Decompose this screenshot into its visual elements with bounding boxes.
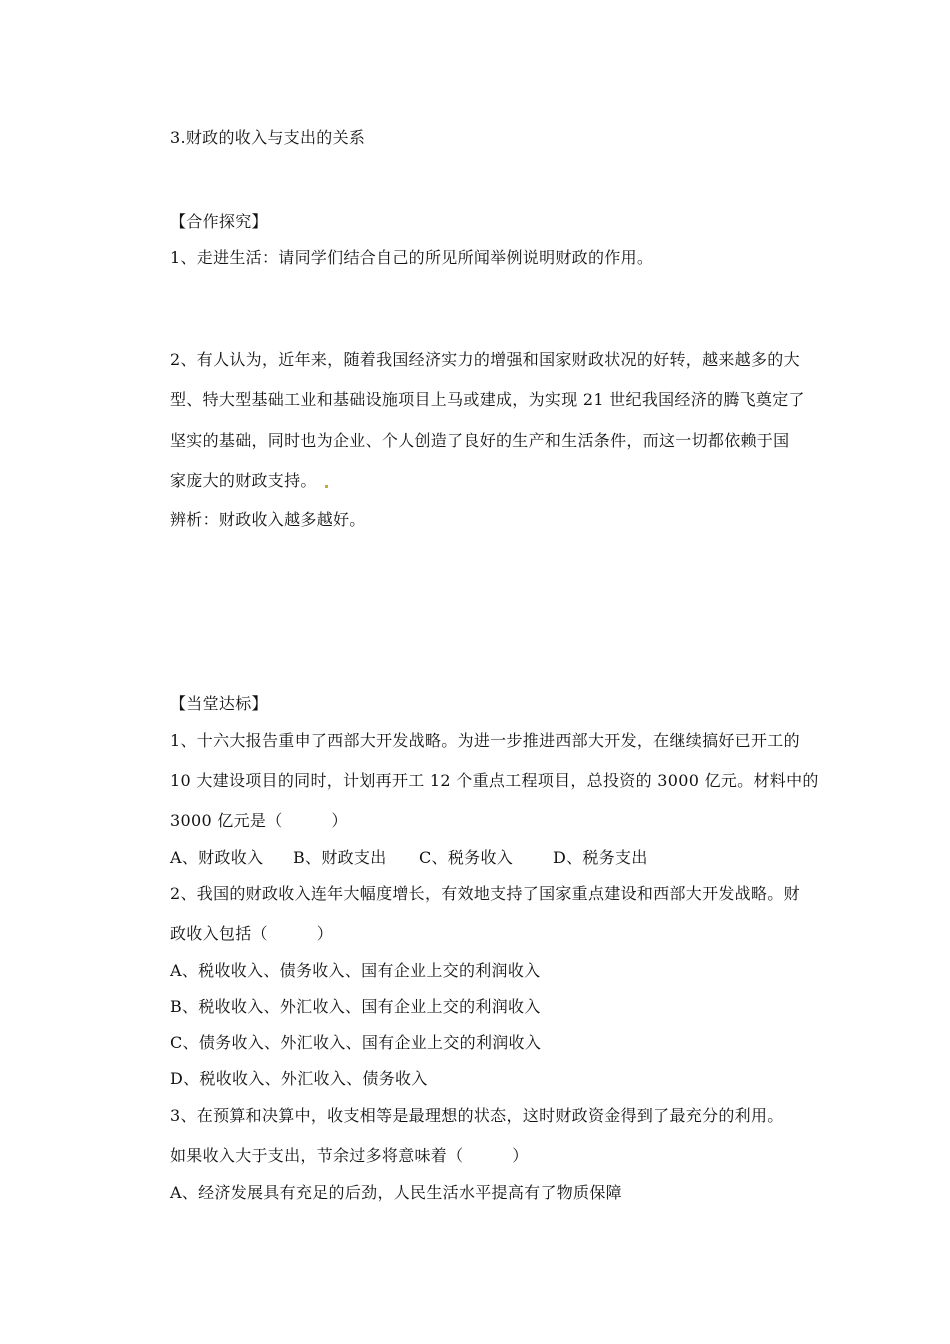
cooperation-question-2-prompt: 辨析：财政收入越多越好。 (170, 510, 366, 529)
ink-dot (325, 485, 328, 488)
test-question-1-options (170, 848, 648, 868)
cooperation-heading: 【合作探究】 (170, 212, 268, 231)
class-test-heading: 【当堂达标】 (170, 694, 268, 713)
test-question-2-option: C、债务收入、外汇收入、国有企业上交的利润收入 (170, 1033, 542, 1052)
test-question-2-option: A、税收收入、债务收入、国有企业上交的利润收入 (170, 961, 541, 980)
cooperation-question-2-line (170, 471, 328, 491)
test-question-3-line: 3、在预算和决算中，收支相等是最理想的状态，这时财政资金得到了最充分的利用。 (170, 1106, 784, 1125)
test-question-2-line: 2、我国的财政收入连年大幅度增长，有效地支持了国家重点建设和西部大开发战略。财 (170, 884, 800, 903)
cooperation-question-2-line: 型、特大型基础工业和基础设施项目上马或建成，为实现 21 世纪我国经济的腾飞奠定了 (170, 390, 805, 409)
option-a: A、财政收入 (170, 848, 264, 867)
test-question-2-option: B、税收收入、外汇收入、国有企业上交的利润收入 (170, 997, 541, 1016)
test-question-1-line: 3000 亿元是（ ） (170, 811, 348, 830)
test-question-1-line: 10 大建设项目的同时，计划再开工 12 个重点工程项目，总投资的 3000 亿元。材料中的 (170, 771, 819, 790)
test-question-2-line: 政收入包括（ ） (170, 924, 334, 943)
q2-last-line-text: 家庞大的财政支持。 (170, 471, 317, 490)
cooperation-question-1: 1、走进生活：请同学们结合自己的所见所闻举例说明财政的作用。 (170, 248, 654, 267)
section-title: 3.财政的收入与支出的关系 (170, 128, 366, 147)
test-question-2-option: D、税收收入、外汇收入、债务收入 (170, 1069, 428, 1088)
option-b: B、财政支出 (293, 848, 387, 867)
option-d: D、税务支出 (553, 848, 648, 867)
test-question-3-line: 如果收入大于支出，节余过多将意味着（ ） (170, 1146, 529, 1165)
cooperation-question-2-line: 2、有人认为，近年来，随着我国经济实力的增强和国家财政状况的好转，越来越多的大 (170, 350, 800, 369)
cooperation-question-2-line: 坚实的基础，同时也为企业、个人创造了良好的生产和生活条件，而这一切都依赖于国 (170, 431, 790, 450)
test-question-1-line: 1、十六大报告重申了西部大开发战略。为进一步推进西部大开发，在继续搞好已开工的 (170, 731, 800, 750)
test-question-3-option: A、经济发展具有充足的后劲，人民生活水平提高有了物质保障 (170, 1183, 622, 1202)
option-c: C、税务收入 (419, 848, 514, 867)
